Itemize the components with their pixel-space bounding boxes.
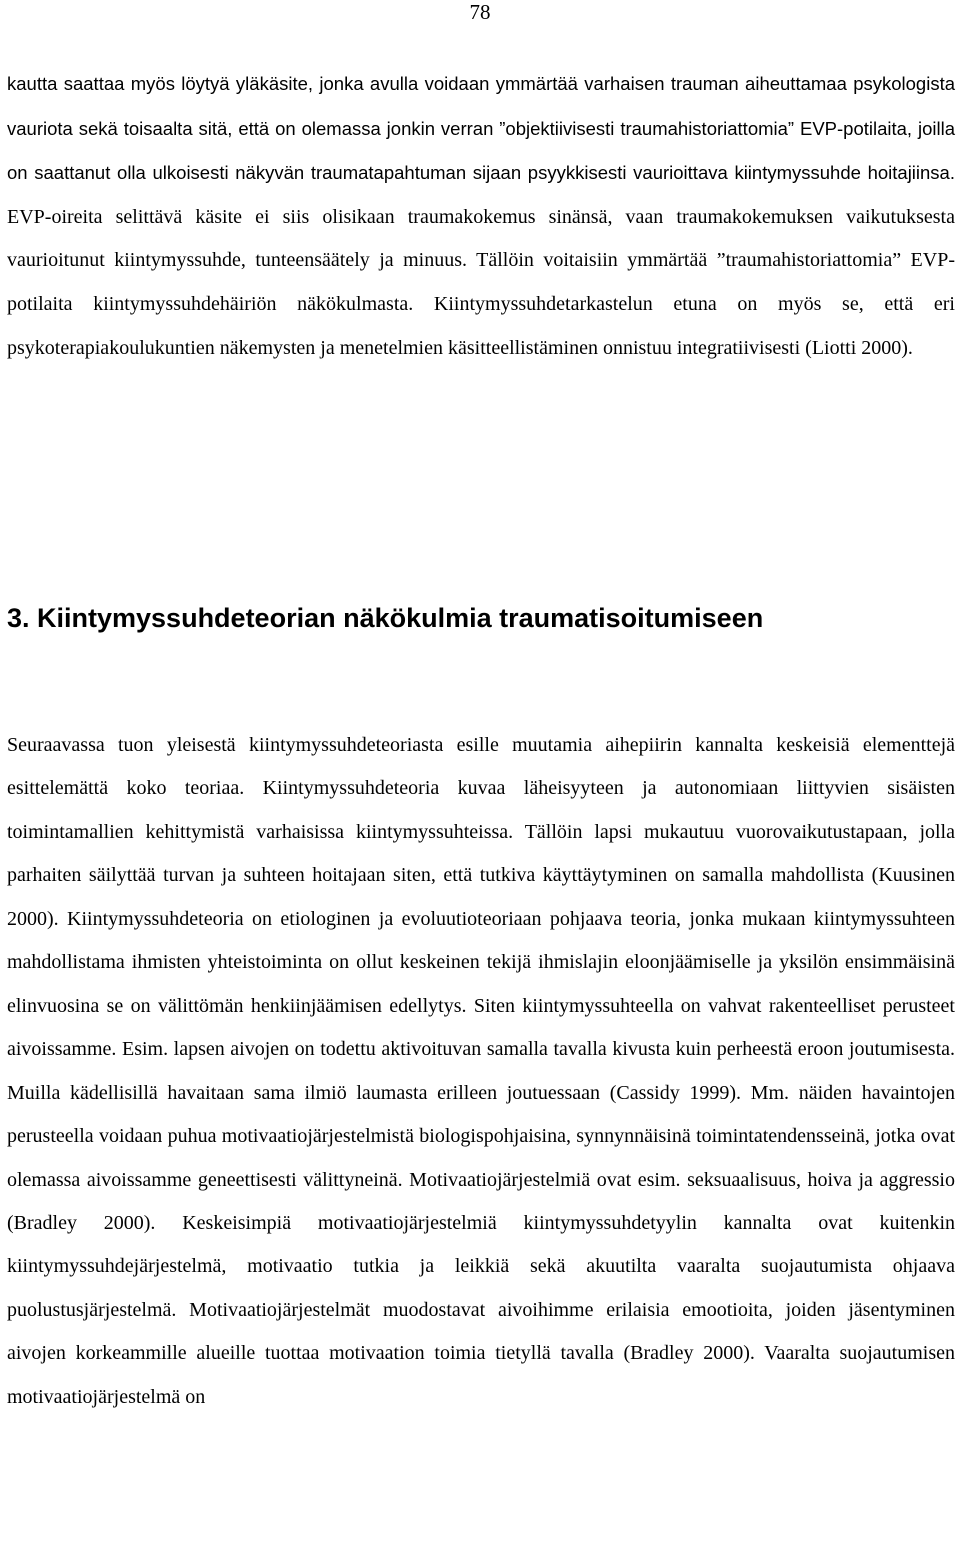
paragraph-1-sans-text: kautta saattaa myös löytyä yläkäsite, jonka avulla voidaan ymmärtää varhaisen trauman aiheuttamaa psykologista vauriota sekä toisaalta sitä, että on olemassa jonkin verran ”objektiivisesti traumahistoriattomia” EVP-potilaita, joilla on saattanut olla ulkoisesti näkyvän traumatapahtuman sijaan psyykkisesti vaurioittava kiintymyssuhde hoitajiinsa. <box>7 73 955 184</box>
section-heading: 3. Kiintymyssuhdeteorian näkökulmia traumatisoitumiseen <box>7 603 764 633</box>
body-paragraph-2: Seuraavassa tuon yleisestä kiintymyssuhdeteoriasta esille muutamia aihepiirin kannalta keskeisiä elementtejä esittelemättä koko teoriaa. Kiintymyssuhdeteoria kuvaa läheisyyteen ja autonomiaan liittyvien sisäisten toimintamallien kehittymistä varhaisissa kiintymyssuhteissa. Tällöin lapsi mukautuu vuorovaikutustapaan, jolla parhaiten säilyttää turvan ja suhteen hoitajaan siten, että tutkiva käyttäytyminen on samalla mahdollista (Kuusinen 2000). Kiintymyssuhdeteoria on etiologinen ja evoluutioteoriaan pohjaava teoria, jonka mukaan kiintymyssuhteen mahdollistama ihmisten yhteistoiminta on ollut keskeinen tekijä ihmislajin eloonjäämiselle ja yksilön ensimmäisinä elinvuosina se on välittömän henkiinjäämisen edellytys. Siten kiintymyssuhteella on vahvat rakenteelliset perusteet aivoissamme. Esim. lapsen aivojen on todettu aktivoituvan samalla tavalla kivusta kuin perheestä eroon joutumisesta. Muilla kädellisillä havaitaan sama ilmiö laumasta erilleen joutuessaan (Cassidy 1999). Mm. näiden havaintojen perusteella voidaan puhua motivaatiojärjestelmistä biologispohjaisina, synnynnäisinä toimintatendensseinä, jotka ovat olemassa aivoissamme geneettisesti välittyneinä. Motivaatiojärjestelmiä ovat esim. seksuaalisuus, hoiva ja aggressio (Bradley 2000). Keskeisimpiä motivaatiojärjestelmiä kiintymyssuhdetyylin kannalta ovat kuitenkin kiintymyssuhdejärjestelmä, motivaatio tutkia ja leikkiä sekä akuutilta vaaralta suojautumista ohjaava puolustusjärjestelmä. Motivaatiojärjestelmät muodostavat aivoihimme erilaisia emootioita, joiden jäsentyminen aivojen korkeammille alueille tuottaa motivaation toimia tietyllä tavalla (Bradley 2000). Vaaralta suojautumisen motivaatiojärjestelmä on <box>7 734 955 1408</box>
paragraph-1-serif-text: EVP-oireita selittävä käsite ei siis olisikaan traumakokemus sinänsä, vaan traumakokemuksen vaikutuksesta vaurioitunut kiintymyssuhde, tunteensäätely ja minuus. Tällöin voitaisiin ymmärtää ”traumahistoriattomia” EVP-potilaita kiintymyssuhdehäiriön näkökulmasta. Kiintymyssuhdetarkastelun etuna on myös se, että eri psykoterapiakoulukuntien näkemysten ja menetelmien käsitteellistäminen onnistuu integratiivisesti (Liotti 2000). <box>7 205 955 359</box>
page-number: 78 <box>469 0 491 24</box>
body-paragraph-1 <box>7 62 955 370</box>
